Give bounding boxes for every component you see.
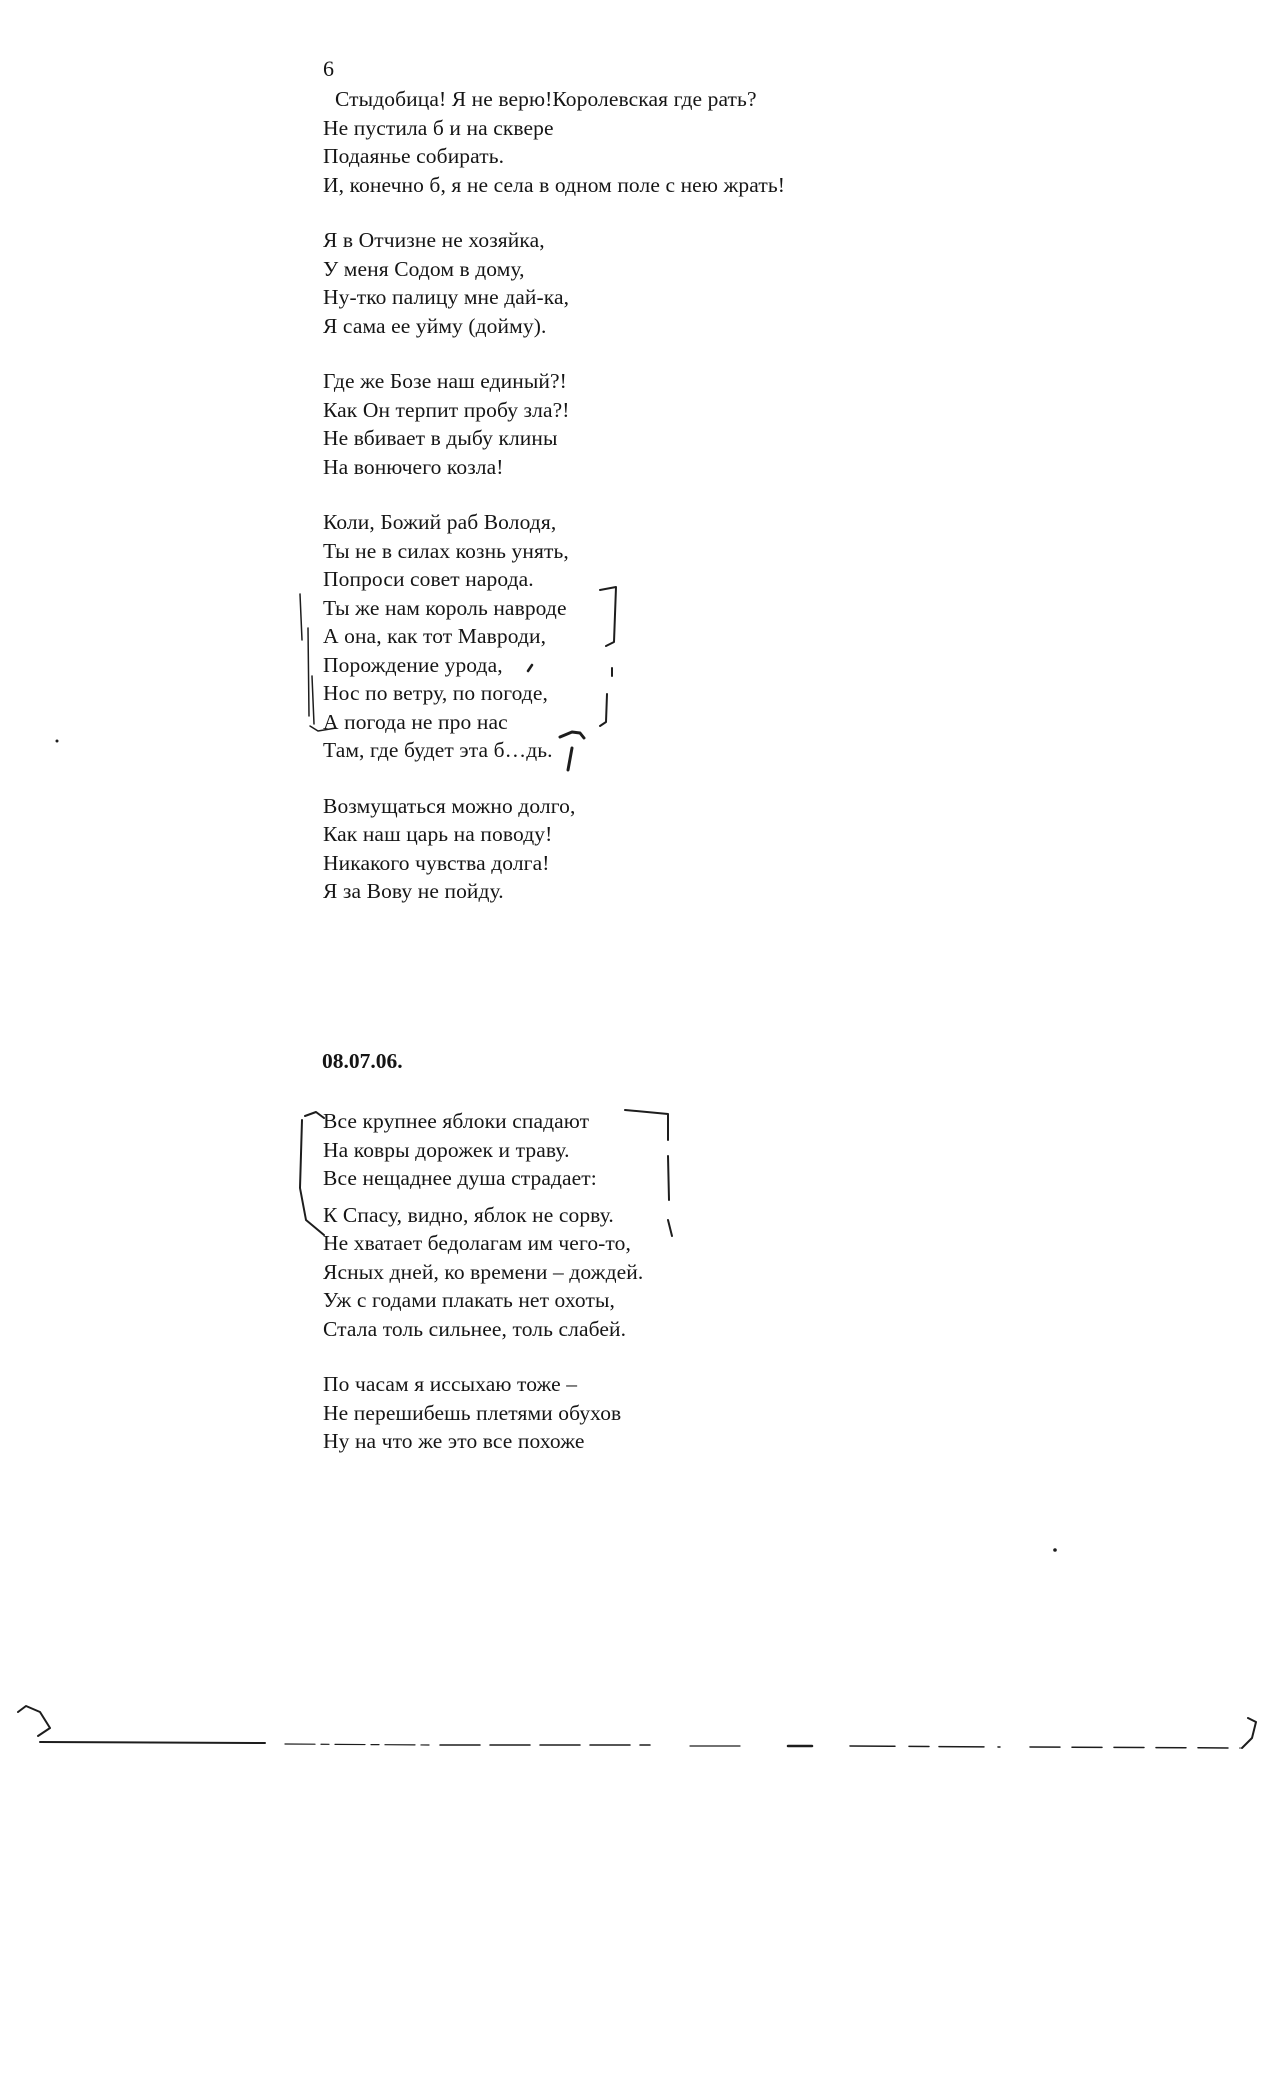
poem-line: Там, где будет эта б…дь. — [323, 738, 553, 762]
bracket-left-mark — [300, 594, 314, 724]
poem-line: У меня Содом в дому, — [323, 256, 525, 281]
poem-line: А она, как тот Мавроди, — [323, 624, 547, 648]
poem-line: Я в Отчизне не хозяйка, — [323, 228, 545, 252]
scan-speck — [56, 740, 59, 743]
stanza — [323, 226, 943, 340]
scan-edge-line — [40, 1742, 265, 1743]
poem-line: Не хватает бедолагам им чего-то, — [323, 1231, 631, 1255]
poem-line: Не пустила б и на сквере — [323, 115, 554, 140]
poem-2 — [323, 1107, 943, 1483]
poem-1 — [323, 85, 943, 933]
poem-line: И, конечно б, я не села в одном поле с нею жрать! — [323, 172, 786, 197]
poem-line: Никакого чувства долга! — [323, 850, 550, 875]
poem-line: Все крупнее яблоки спадают — [323, 1109, 590, 1133]
poem-line: На вонючего козла! — [323, 454, 504, 479]
poem-line: Все нещаднее душа страдает: — [323, 1166, 597, 1190]
poem-line: Ты же нам король навроде — [323, 595, 567, 620]
poem-line: Подаяньe собирать. — [323, 144, 505, 168]
poem-line: Порождение урода, — [323, 652, 503, 677]
poem-line: Ясных дней, ко времени – дождей. — [323, 1259, 644, 1284]
stanza — [323, 367, 943, 481]
stanza — [323, 1370, 943, 1456]
poem-line: Я сама ее уйму (дойму). — [323, 313, 547, 338]
page-number: 6 — [323, 56, 334, 81]
poem-line: Ты не в силах кознь унять, — [323, 538, 569, 563]
stanza — [323, 1107, 943, 1193]
poem-line: Где же Бозе наш единый?! — [323, 369, 567, 393]
poem-date: 08.07.06. — [322, 1049, 403, 1073]
poem-line: Как наш царь на поводу! — [323, 822, 553, 846]
poem-line: Ну-тко палицу мне дай-ка, — [323, 285, 570, 309]
scan-speck — [1053, 1548, 1057, 1552]
scan-edge-line — [285, 1744, 430, 1745]
corner-mark-left — [18, 1706, 50, 1736]
poem-line: По часам я иссыхаю тоже – — [323, 1372, 578, 1396]
corner-mark-right — [1242, 1718, 1256, 1748]
poem-line: Стыдобица! Я не верю!Королевская где рать? — [335, 87, 757, 111]
poem-line: Стала толь сильнее, толь слабей. — [323, 1316, 627, 1341]
stanza — [323, 1201, 943, 1344]
poem-line: Не перешибешь плетями обухов — [323, 1400, 622, 1425]
scan-edge-line — [850, 1746, 1000, 1747]
poem-line: На ковры дорожек и траву. — [323, 1137, 570, 1162]
poem-line: Возмущаться можно долго, — [323, 793, 576, 818]
poem-line: Не вбивает в дыбу клины — [323, 426, 558, 450]
stanza — [323, 792, 943, 906]
poem-line: Ну на что же это все похоже — [323, 1429, 585, 1453]
poem-line: К Спасу, видно, яблок не сорву. — [323, 1202, 614, 1227]
poem-line: Как Он терпит пробу зла?! — [323, 397, 570, 422]
stanza — [323, 508, 943, 765]
poem-line: Я за Вову не пойду. — [323, 879, 504, 903]
poem-line: А погода не про нас — [323, 709, 508, 734]
poem-line: Коли, Божий раб Володя, — [323, 510, 557, 534]
poem-line: Попроси совет народа. — [323, 567, 534, 591]
poem-line: Нос по ветру, по погоде, — [323, 681, 548, 705]
stanza — [323, 85, 943, 199]
poem-line: Уж с годами плакать нет охоты, — [323, 1288, 615, 1312]
scan-edge-line — [1030, 1747, 1240, 1748]
